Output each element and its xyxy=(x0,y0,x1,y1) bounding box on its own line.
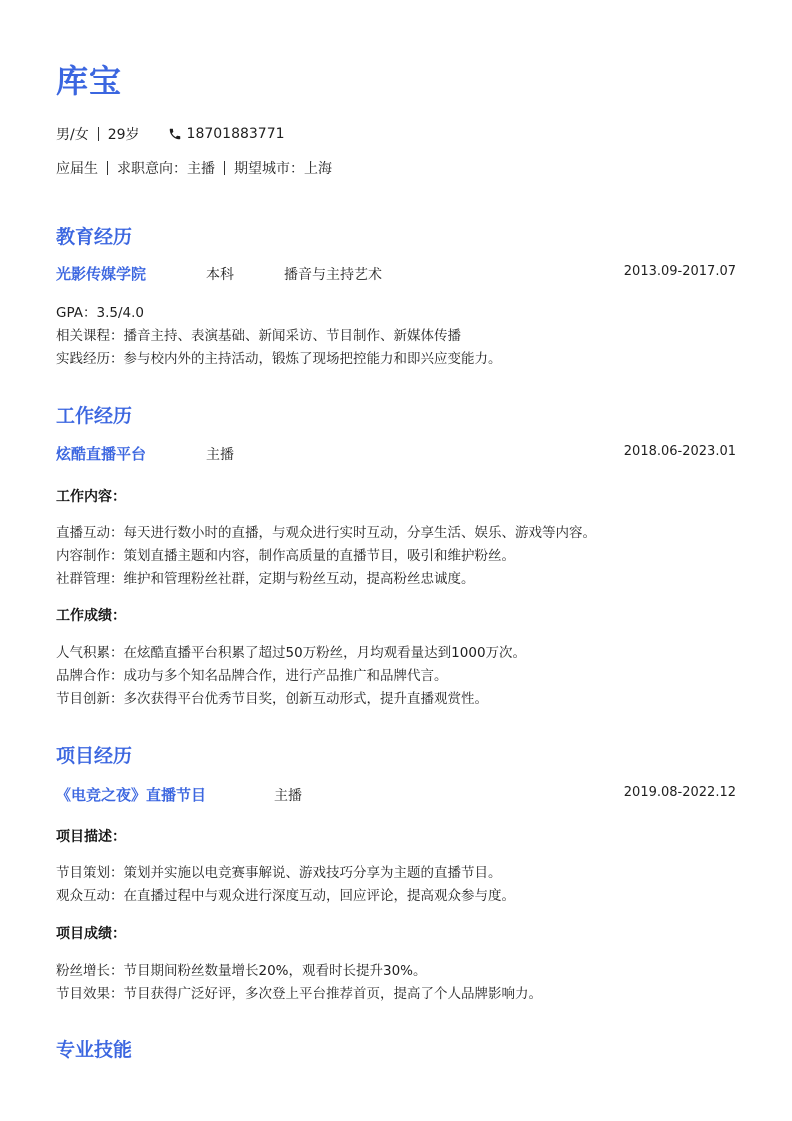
education-entry xyxy=(56,263,736,283)
project-result-heading: 项目成绩： xyxy=(56,926,126,942)
project-entry xyxy=(56,784,736,804)
education-line: 相关课程：播音主持、表演基础、新闻采访、节目制作、新媒体传播 xyxy=(56,328,461,344)
divider xyxy=(224,161,225,175)
divider xyxy=(107,161,108,175)
work-result-line: 人气积累：在炫酷直播平台积累了超过50万粉丝，月均观看量达到1000万次。 xyxy=(56,645,527,661)
phone-number[interactable]: 18701883771 xyxy=(186,126,285,142)
status: 应届生 xyxy=(56,161,98,177)
school-name: 光影传媒学院 xyxy=(56,265,147,283)
intention-row xyxy=(56,158,332,178)
age: 29岁 xyxy=(107,127,140,143)
work-content-line: 社群管理：维护和管理粉丝社群，定期与粉丝互动，提高粉丝忠诚度。 xyxy=(56,571,475,587)
expected-city: 期望城市：上海 xyxy=(234,161,332,177)
work-result-line: 品牌合作：成功与多个知名品牌合作，进行产品推广和品牌代言。 xyxy=(56,668,448,684)
project-role: 主播 xyxy=(274,788,302,804)
work-content-heading: 工作内容： xyxy=(56,489,126,505)
project-name: 《电竞之夜》直播节目 xyxy=(56,786,207,804)
work-content-line: 直播互动：每天进行数小时的直播，与观众进行实时互动，分享生活、娱乐、游戏等内容。 xyxy=(56,525,596,541)
basic-info-row xyxy=(56,124,285,144)
gender: 男/女 xyxy=(56,127,89,143)
project-result-line: 节目效果：节目获得广泛好评，多次登上平台推荐首页，提高了个人品牌影响力。 xyxy=(56,986,542,1002)
major: 播音与主持艺术 xyxy=(284,267,382,283)
work-result-line: 节目创新：多次获得平台优秀节目奖，创新互动形式，提升直播观赏性。 xyxy=(56,691,488,707)
degree: 本科 xyxy=(206,267,234,283)
divider xyxy=(98,127,99,141)
job-role: 主播 xyxy=(206,447,234,463)
section-title-work: 工作经历 xyxy=(56,405,133,427)
education-line: GPA：3.5/4.0 xyxy=(56,305,144,321)
work-result-heading: 工作成绩： xyxy=(56,608,126,624)
section-title-education: 教育经历 xyxy=(56,226,133,248)
project-date: 2019.08-2022.12 xyxy=(623,785,736,800)
section-title-project: 项目经历 xyxy=(56,745,133,767)
phone-icon xyxy=(168,127,182,141)
work-entry xyxy=(56,443,736,463)
work-date: 2018.06-2023.01 xyxy=(623,444,736,459)
project-result-line: 粉丝增长：节目期间粉丝数量增长20%，观看时长提升30%。 xyxy=(56,963,427,979)
section-title-skills: 专业技能 xyxy=(56,1039,133,1061)
candidate-name: 库宝 xyxy=(56,62,123,100)
work-content-line: 内容制作：策划直播主题和内容，制作高质量的直播节目，吸引和维护粉丝。 xyxy=(56,548,515,564)
project-desc-line: 观众互动：在直播过程中与观众进行深度互动，回应评论，提高观众参与度。 xyxy=(56,888,515,904)
project-desc-heading: 项目描述： xyxy=(56,829,126,845)
job-intention: 求职意向：主播 xyxy=(117,161,215,177)
company-name: 炫酷直播平台 xyxy=(56,445,147,463)
project-desc-line: 节目策划：策划并实施以电竞赛事解说、游戏技巧分享为主题的直播节目。 xyxy=(56,865,502,881)
education-date: 2013.09-2017.07 xyxy=(623,264,736,279)
education-line: 实践经历：参与校内外的主持活动，锻炼了现场把控能力和即兴应变能力。 xyxy=(56,351,502,367)
